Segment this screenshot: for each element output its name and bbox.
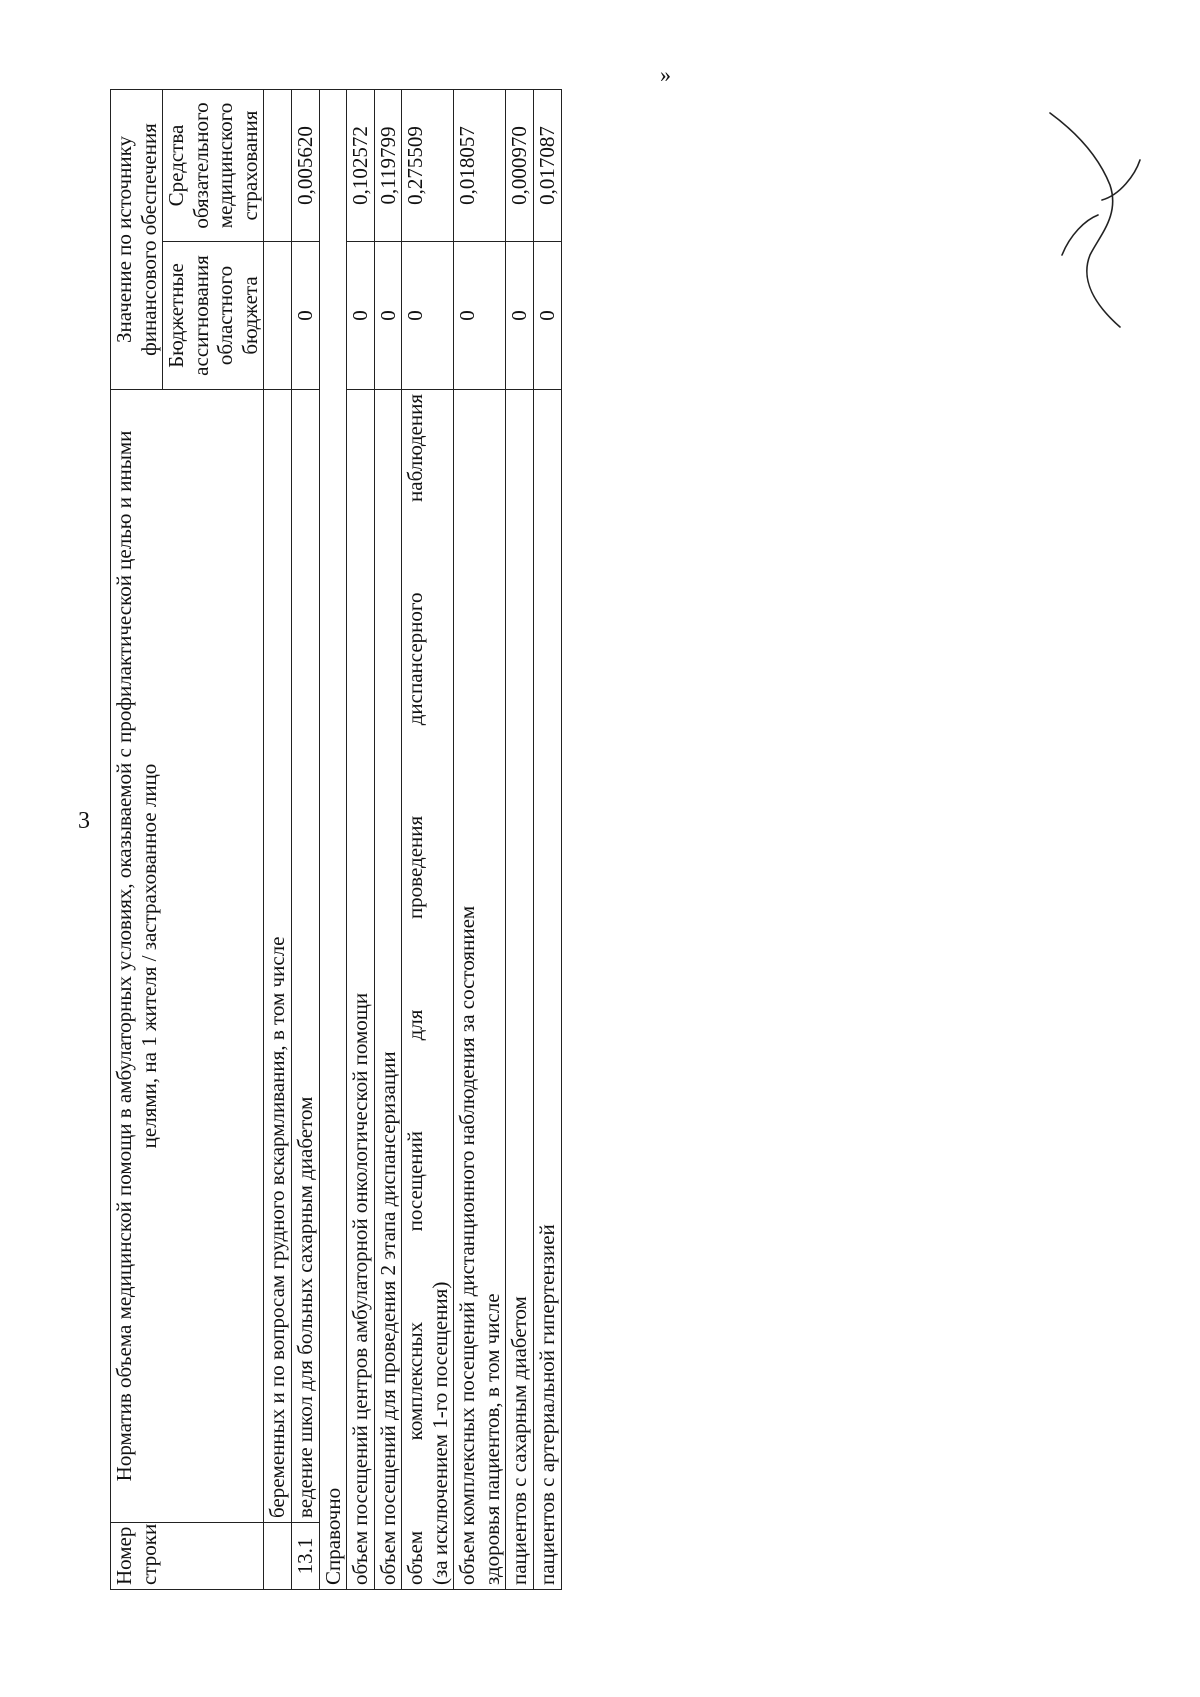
ref-text-cell: объем посещений центров амбулаторной онкологической помощи — [347, 390, 375, 1590]
budget-value-cell: 0 — [291, 242, 319, 390]
handwritten-signature — [1040, 105, 1150, 335]
table-row — [347, 90, 375, 1590]
oms-value-cell: 0,119799 — [374, 90, 402, 242]
table-row — [534, 90, 562, 1590]
table-header-row — [111, 90, 163, 1590]
ref-text-line: объем комплексных посещений для проведения диспансерного наблюдения — [403, 394, 428, 1585]
budget-value-cell: 0 — [347, 242, 375, 390]
table-row — [402, 90, 454, 1590]
header-oms: Средства обязательного медицинского страхования — [163, 90, 264, 242]
budget-value-cell — [264, 242, 292, 390]
table-row — [506, 90, 534, 1590]
header-indicator: Норматив объема медицинской помощи в амбулаторных условиях, оказываемой с профилактической целью и иными целями, на 1 жителя / застрахованное лицо — [111, 390, 264, 1523]
header-row-number: Номер строки — [111, 1523, 264, 1590]
ref-text-cell — [454, 390, 506, 1590]
ref-text-line: здоровья пациентов, в том числе — [479, 1293, 504, 1585]
reference-section-row — [319, 90, 347, 1590]
oms-value-cell — [264, 90, 292, 242]
header-budget: Бюджетные ассигнования областного бюджета — [163, 242, 264, 390]
budget-value-cell: 0 — [374, 242, 402, 390]
reference-label: Справочно — [319, 90, 347, 1590]
oms-value-cell: 0,102572 — [347, 90, 375, 242]
row-number-cell: 13.1 — [291, 1523, 319, 1590]
budget-value-cell: 0 — [534, 242, 562, 390]
ref-text-line: (за исключением 1-го посещения) — [427, 1281, 452, 1585]
header-value-group: Значение по источнику финансового обеспечения — [111, 90, 163, 390]
row-number-cell — [264, 1523, 292, 1590]
oms-value-cell: 0,275509 — [402, 90, 454, 242]
budget-value-cell: 0 — [506, 242, 534, 390]
page-number: 3 — [78, 808, 90, 834]
ref-text-cell: пациентов с артериальной гипертензией — [534, 390, 562, 1590]
row-text-cell: ведение школ для больных сахарным диабетом — [291, 390, 319, 1523]
oms-value-cell: 0,017087 — [534, 90, 562, 242]
ref-text-cell: объем посещений для проведения 2 этапа диспансеризации — [374, 390, 402, 1590]
normative-table — [110, 89, 562, 1590]
ref-text-line: объем комплексных посещений дистанционного наблюдения за состоянием — [455, 905, 480, 1585]
closing-quote: » — [660, 62, 671, 87]
table-row — [374, 90, 402, 1590]
table-row — [264, 90, 292, 1590]
ref-text-cell: пациентов с сахарным диабетом — [506, 390, 534, 1590]
ref-text-cell — [402, 390, 454, 1590]
rotated-table-container — [110, 90, 670, 1590]
budget-value-cell: 0 — [402, 242, 454, 390]
table-row — [454, 90, 506, 1590]
budget-value-cell: 0 — [454, 242, 506, 390]
table-row — [291, 90, 319, 1590]
row-text-cell: беременных и по вопросам грудного вскармливания, в том числе — [264, 390, 292, 1523]
oms-value-cell: 0,005620 — [291, 90, 319, 242]
oms-value-cell: 0,000970 — [506, 90, 534, 242]
oms-value-cell: 0,018057 — [454, 90, 506, 242]
